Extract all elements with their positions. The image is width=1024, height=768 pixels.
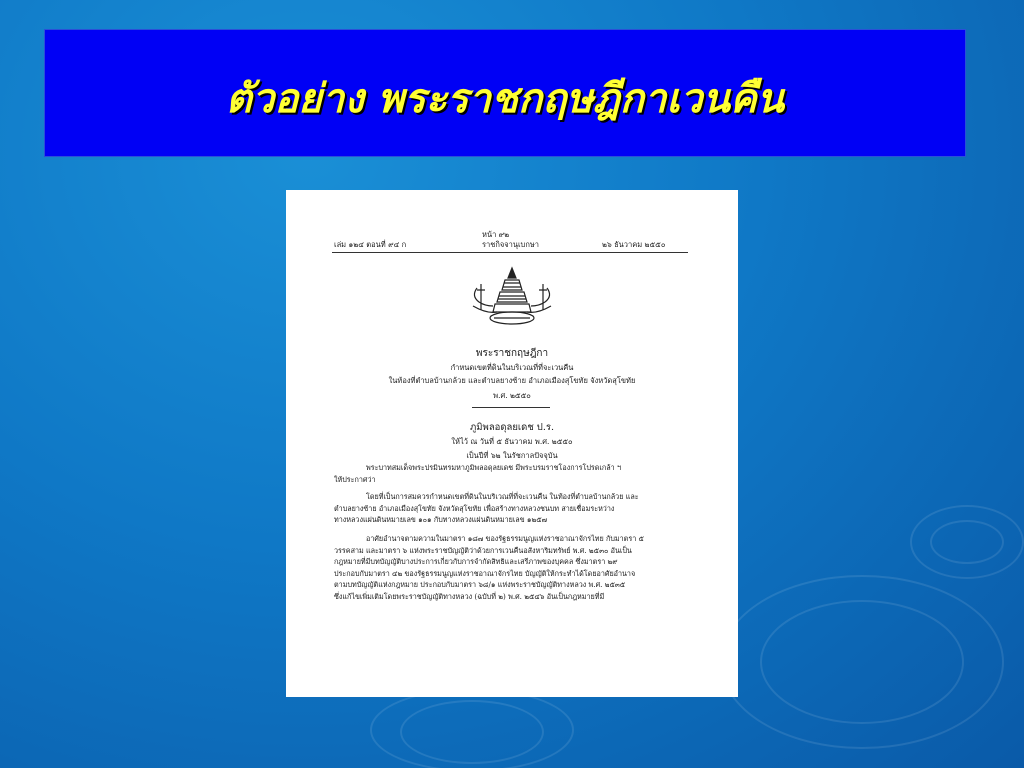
gazette-name: ราชกิจจานุเบกษา	[482, 240, 540, 249]
gazette-date: ๒๖ ธันวาคม ๒๕๕๐	[602, 240, 666, 249]
slide-title-bar	[44, 29, 966, 157]
paragraph-1	[334, 462, 690, 485]
garuda-emblem-icon	[467, 266, 557, 328]
gazette-page-number: หน้า ๙๒	[482, 230, 510, 239]
decree-subtitle-2: ในท้องที่ตำบลบ้านกล้วย และตำบลยางซ้าย อำเภอเมืองสุโขทัย จังหวัดสุโขทัย	[388, 376, 636, 385]
paragraph-3	[334, 533, 690, 602]
ripple-decoration	[400, 700, 544, 764]
ripple-decoration	[720, 575, 1004, 749]
paragraph-line: ประกอบกับมาตรา ๔๒ ของรัฐธรรมนูญแห่งราชอาณาจักรไทย บัญญัติให้กระทำได้โดยอาศัยอำนาจ	[334, 568, 636, 578]
paragraph-2	[334, 491, 690, 526]
ripple-decoration	[930, 520, 1004, 564]
paragraph-line: โดยที่เป็นการสมควรกำหนดเขตที่ดินในบริเวณที่ที่จะเวนคืน ในท้องที่ตำบลบ้านกล้วย และ	[366, 492, 639, 501]
document-image	[286, 190, 738, 697]
paragraph-line: ตามบทบัญญัติแห่งกฎหมาย ประกอบกับมาตรา ๖๘/๑ แห่งพระราชบัญญัติทางหลวง พ.ศ. ๒๕๓๕	[334, 580, 626, 589]
paragraph-line: วรรคสาม และมาตรา ๖ แห่งพระราชบัญญัติว่าด้วยการเวนคืนอสังหาริมทรัพย์ พ.ศ. ๒๕๓๐ อันเป็น	[334, 545, 632, 555]
slide-title: ตัวอย่าง พระราชกฤษฎีกาเวนคืน	[225, 75, 785, 122]
decree-title: พระราชกฤษฎีกา	[475, 348, 549, 359]
gazette-volume: เล่ม ๑๒๔ ตอนที่ ๙๔ ก	[334, 240, 407, 249]
decree-subtitle-1: กำหนดเขตที่ดินในบริเวณที่ที่จะเวนคืน	[450, 363, 574, 372]
ripple-decoration	[760, 600, 964, 724]
title-divider	[472, 407, 550, 408]
paragraph-line: ซึ่งแก้ไขเพิ่มเติมโดยพระราชบัญญัติทางหลวง (ฉบับที่ ๒) พ.ศ. ๒๕๔๖ อันเป็นกฎหมายที่มี	[334, 591, 605, 601]
paragraph-line: กฎหมายที่มีบทบัญญัติบางประการเกี่ยวกับการจำกัดสิทธิและเสรีภาพของบุคคล ซึ่งมาตรา ๒๙	[334, 557, 618, 566]
given-date: ให้ไว้ ณ วันที่ ๕ ธันวาคม พ.ศ. ๒๕๕๐	[451, 437, 573, 446]
paragraph-line: ตำบลยางซ้าย อำเภอเมืองสุโขทัย จังหวัดสุโขทัย เพื่อสร้างทางหลวงชนบท สายเชื่อมระหว่าง	[334, 503, 615, 513]
header-divider	[332, 252, 688, 253]
paragraph-line: ให้ประกาศว่า	[334, 474, 376, 484]
paragraph-line: ทางหลวงแผ่นดินหมายเลข ๑๐๑ กับทางหลวงแผ่นดินหมายเลข ๑๒๕๗	[334, 515, 548, 524]
decree-year: พ.ศ. ๒๕๕๐	[493, 391, 531, 400]
king-signature: ภูมิพลอดุลยเดช ป.ร.	[470, 422, 554, 433]
ripple-decoration	[370, 688, 574, 768]
ripple-decoration	[910, 505, 1024, 579]
paragraph-line: พระบาทสมเด็จพระปรมินทรมหาภูมิพลอดุลยเดช มีพระบรมราชโองการโปรดเกล้า ฯ	[366, 463, 621, 472]
paragraph-line: อาศัยอำนาจตามความในมาตรา ๑๘๗ ของรัฐธรรมนูญแห่งราชอาณาจักรไทย กับมาตรา ๕	[366, 534, 644, 543]
reign-year: เป็นปีที่ ๖๒ ในรัชกาลปัจจุบัน	[466, 451, 558, 460]
